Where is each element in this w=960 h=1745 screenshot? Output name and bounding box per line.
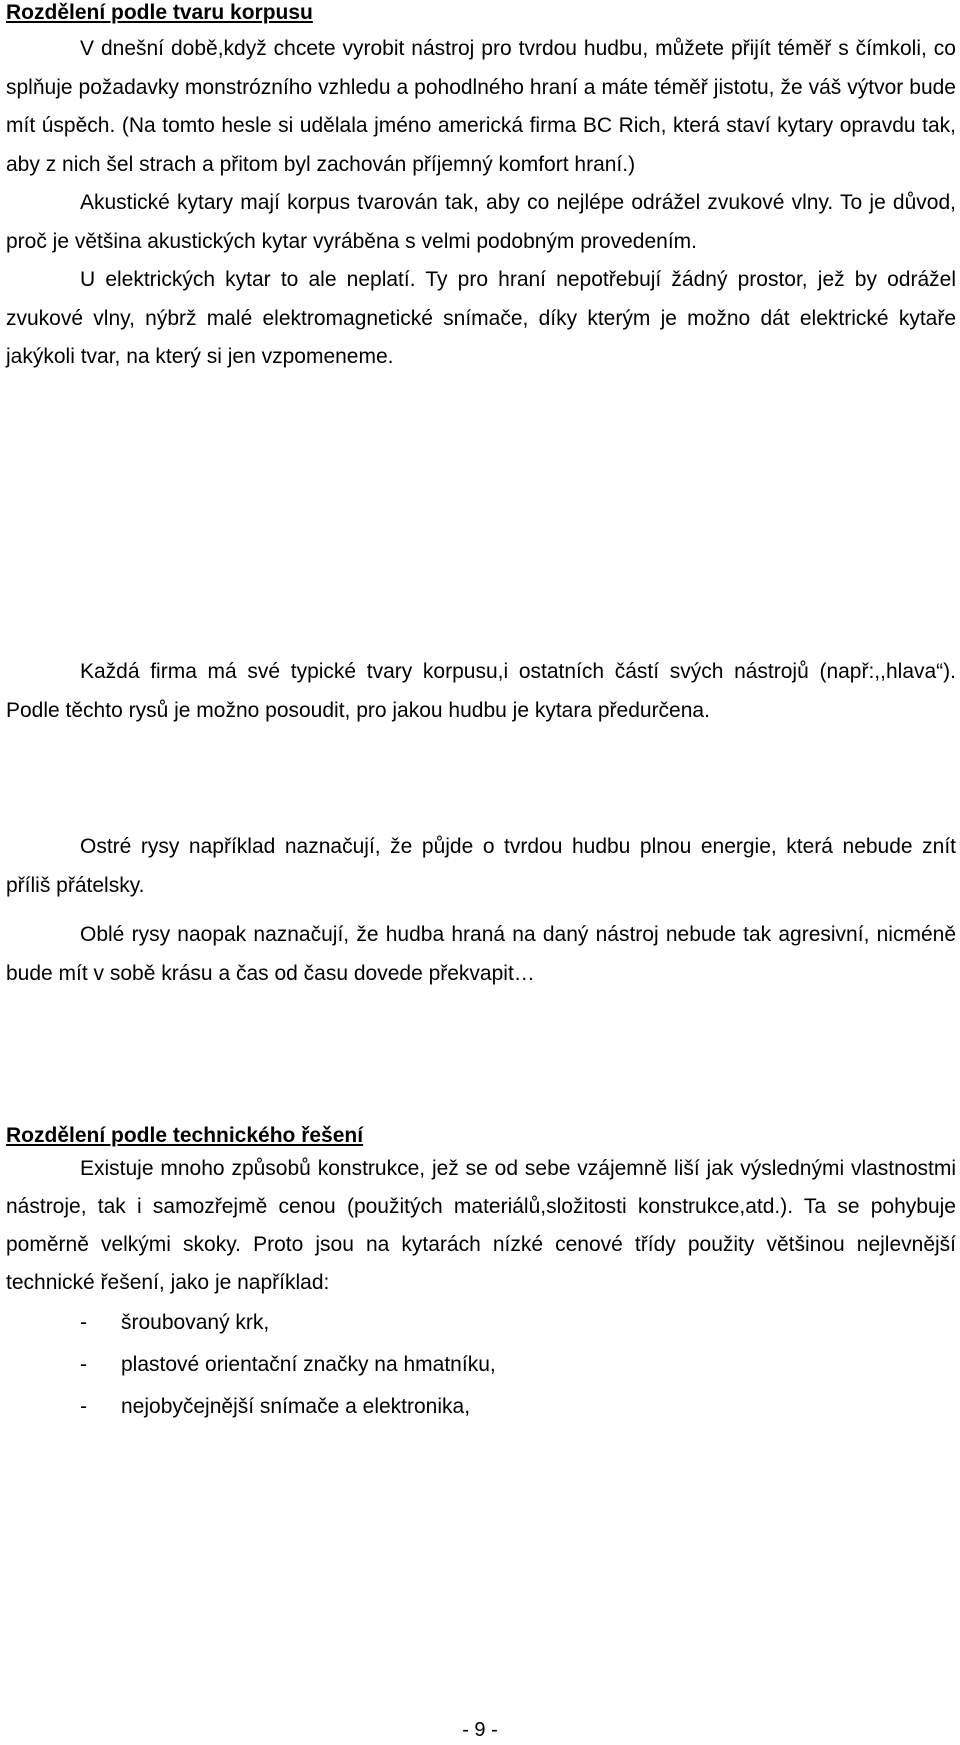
section1-heading: Rozdělení podle tvaru korpusu: [6, 1, 313, 24]
list-item-text: nejobyčejnější snímače a elektronika,: [121, 1395, 471, 1418]
paragraph-acoustic-guitars: Akustické kytary mají korpus tvarován tak, aby co nejlépe odrážel zvukové vlny. To je důvod, proč je většina akustických kytar vyráběna s velmi podobným provedením.: [6, 191, 956, 253]
section1-body: [6, 30, 956, 377]
section1-body-3: [6, 828, 956, 993]
list-item-text: plastové orientační značky na hmatníku,: [121, 1353, 496, 1376]
section2-heading: Rozdělení podle technického řešení: [6, 1124, 364, 1147]
paragraph-round-features: Oblé rysy naopak naznačují, že hudba hraná na daný nástroj nebude tak agresivní, nicméně bude mít v sobě krásu a čas od času dovede překvapit…: [6, 923, 956, 985]
paragraph-metal-guitars: V dnešní době,když chcete vyrobit nástroj pro tvrdou hudbu, můžete přijít téměř s čímkoli, co splňuje požadavky monstrózního vzhledu a pohodlného hraní a máte téměř jistotu, že váš výtvor bude mít úspěch. (Na tomto hesle si udělala jméno americká firma BC Rich, která staví kytary opravdu tak, aby z nich šel strach a přitom byl zachován příjemný komfort hraní.): [6, 37, 956, 176]
list-marker: -: [80, 1395, 87, 1418]
list-item: [6, 1386, 956, 1428]
paragraph-sharp-features: Ostré rysy například naznačují, že půjde o tvrdou hudbu plnou energie, která nebude znít příliš přátelsky.: [6, 835, 956, 897]
paragraph-company-shapes: Každá firma má své typické tvary korpusu,i ostatních částí svých nástrojů (např:,,hlava“). Podle těchto rysů je možno posoudit, pro jakou hudbu je kytara předurčena.: [6, 660, 956, 722]
section1-body-2: [6, 653, 956, 730]
paragraph-construction: Existuje mnoho způsobů konstrukce, jež se od sebe vzájemně liší jak výslednými vlastnostmi nástroje, tak i samozřejmě cenou (použitých materiálů,složitosti konstrukce,atd.). Ta se pohybuje poměrně velkými skoky. Proto jsou na kytarách nízké cenové třídy použity většinou nejlevnější technické řešení, jako je například:: [6, 1157, 956, 1294]
list-item: [6, 1302, 956, 1344]
list-marker: -: [80, 1353, 87, 1376]
cheap-features-list: [6, 1302, 956, 1428]
list-item-text: šroubovaný krk,: [121, 1311, 270, 1334]
page-number: - 9 -: [462, 1719, 498, 1741]
list-item: [6, 1344, 956, 1386]
paragraph-electric-guitars: U elektrických kytar to ale neplatí. Ty pro hraní nepotřebují žádný prostor, jež by odrážel zvukové vlny, nýbrž malé elektromagnetické snímače, díky kterým je možno dát elektrické kytaře jakýkoli tvar, na který si jen vzpomeneme.: [6, 268, 956, 368]
list-marker: -: [80, 1311, 87, 1334]
section2-body: [6, 1150, 956, 1428]
